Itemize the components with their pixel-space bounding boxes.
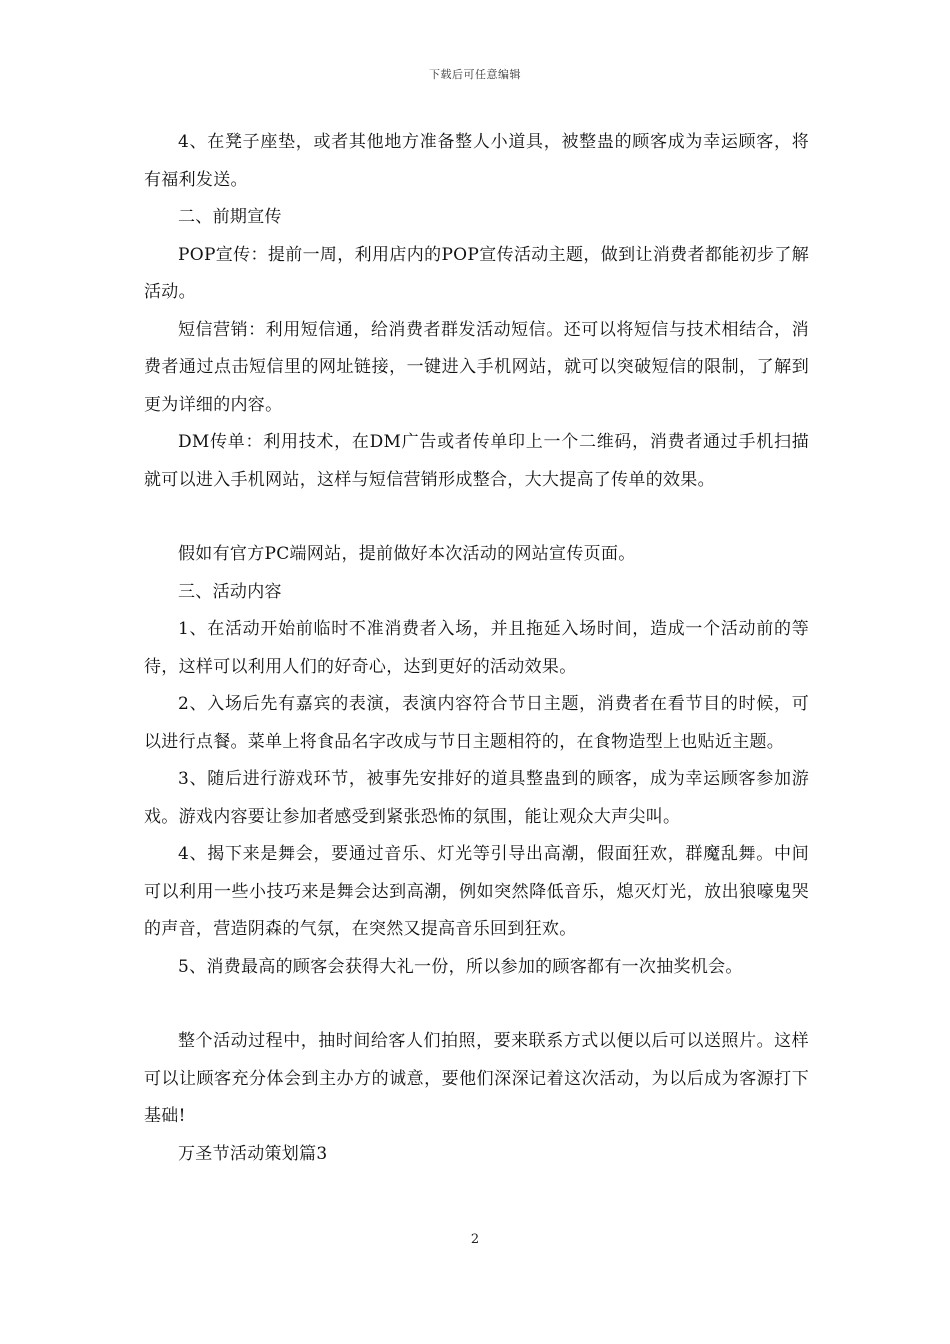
paragraph-spacer: [144, 499, 809, 536]
paragraph-dm-flyer: DM传单：利用技术，在DM广告或者传单印上一个二维码，消费者通过手机扫描就可以进入手机网站，这样与短信营销形成整合，大大提高了传单的效果。: [144, 432, 809, 490]
page-header: 下载后可任意编辑: [429, 68, 521, 81]
section-heading-activity-content: 三、活动内容: [178, 581, 282, 602]
paragraph-activity-3: 3、随后进行游戏环节，被事先安排好的道具整蛊到的顾客，成为幸运顾客参加游戏。游戏内容要让参加者感受到紧张恐怖的氛围，能让观众大声尖叫。: [144, 769, 809, 827]
paragraph-activity-2: 2、入场后先有嘉宾的表演，表演内容符合节日主题，消费者在看节目的时候，可以进行点餐。菜单上将食品名字改成与节日主题相符的，在食物造型上也贴近主题。: [144, 694, 809, 752]
section-heading-promotion: 二、前期宣传: [178, 207, 282, 227]
paragraph-pc-website: 假如有官方PC端网站，提前做好本次活动的网站宣传页面。: [178, 544, 636, 564]
paragraph-activity-1: 1、在活动开始前临时不准消费者入场，并且拖延入场时间，造成一个活动前的等待，这样可以利用人们的好奇心，达到更好的活动效果。: [144, 619, 809, 677]
paragraph-item-4-props: 4、在凳子座垫，或者其他地方准备整人小道具，被整蛊的顾客成为幸运顾客，将有福利发送。: [144, 132, 809, 190]
paragraph-sms-marketing: 短信营销：利用短信通，给消费者群发活动短信。还可以将短信与技术相结合，消费者通过点击短信里的网址链接，一键进入手机网站，就可以突破短信的限制，了解到更为详细的内容。: [144, 319, 809, 415]
page-number: 2: [470, 1232, 480, 1247]
paragraph-activity-4: 4、揭下来是舞会，要通过音乐、灯光等引导出高潮，假面狂欢，群魔乱舞。中间可以利用一些小技巧来是舞会达到高潮，例如突然降低音乐，熄灭灯光，放出狼嚎鬼哭的声音，营造阴森的气氛，在突然又提高音乐回到狂欢。: [144, 844, 809, 939]
paragraph-photo-followup: 整个活动过程中，抽时间给客人们拍照，要来联系方式以便以后可以送照片。这样可以让顾客充分体会到主办方的诚意，要他们深深记着这次活动，为以后成为客源打下基础!: [144, 1031, 809, 1126]
document-body: [144, 124, 809, 1173]
paragraph-activity-5: 5、消费最高的顾客会获得大礼一份，所以参加的顾客都有一次抽奖机会。: [178, 956, 743, 977]
paragraph-spacer: [144, 986, 809, 1023]
section-heading-plan-3: 万圣节活动策划篇3: [178, 1143, 328, 1164]
paragraph-pop-promotion: POP宣传：提前一周，利用店内的POP宣传活动主题，做到让消费者都能初步了解活动。: [144, 244, 809, 302]
